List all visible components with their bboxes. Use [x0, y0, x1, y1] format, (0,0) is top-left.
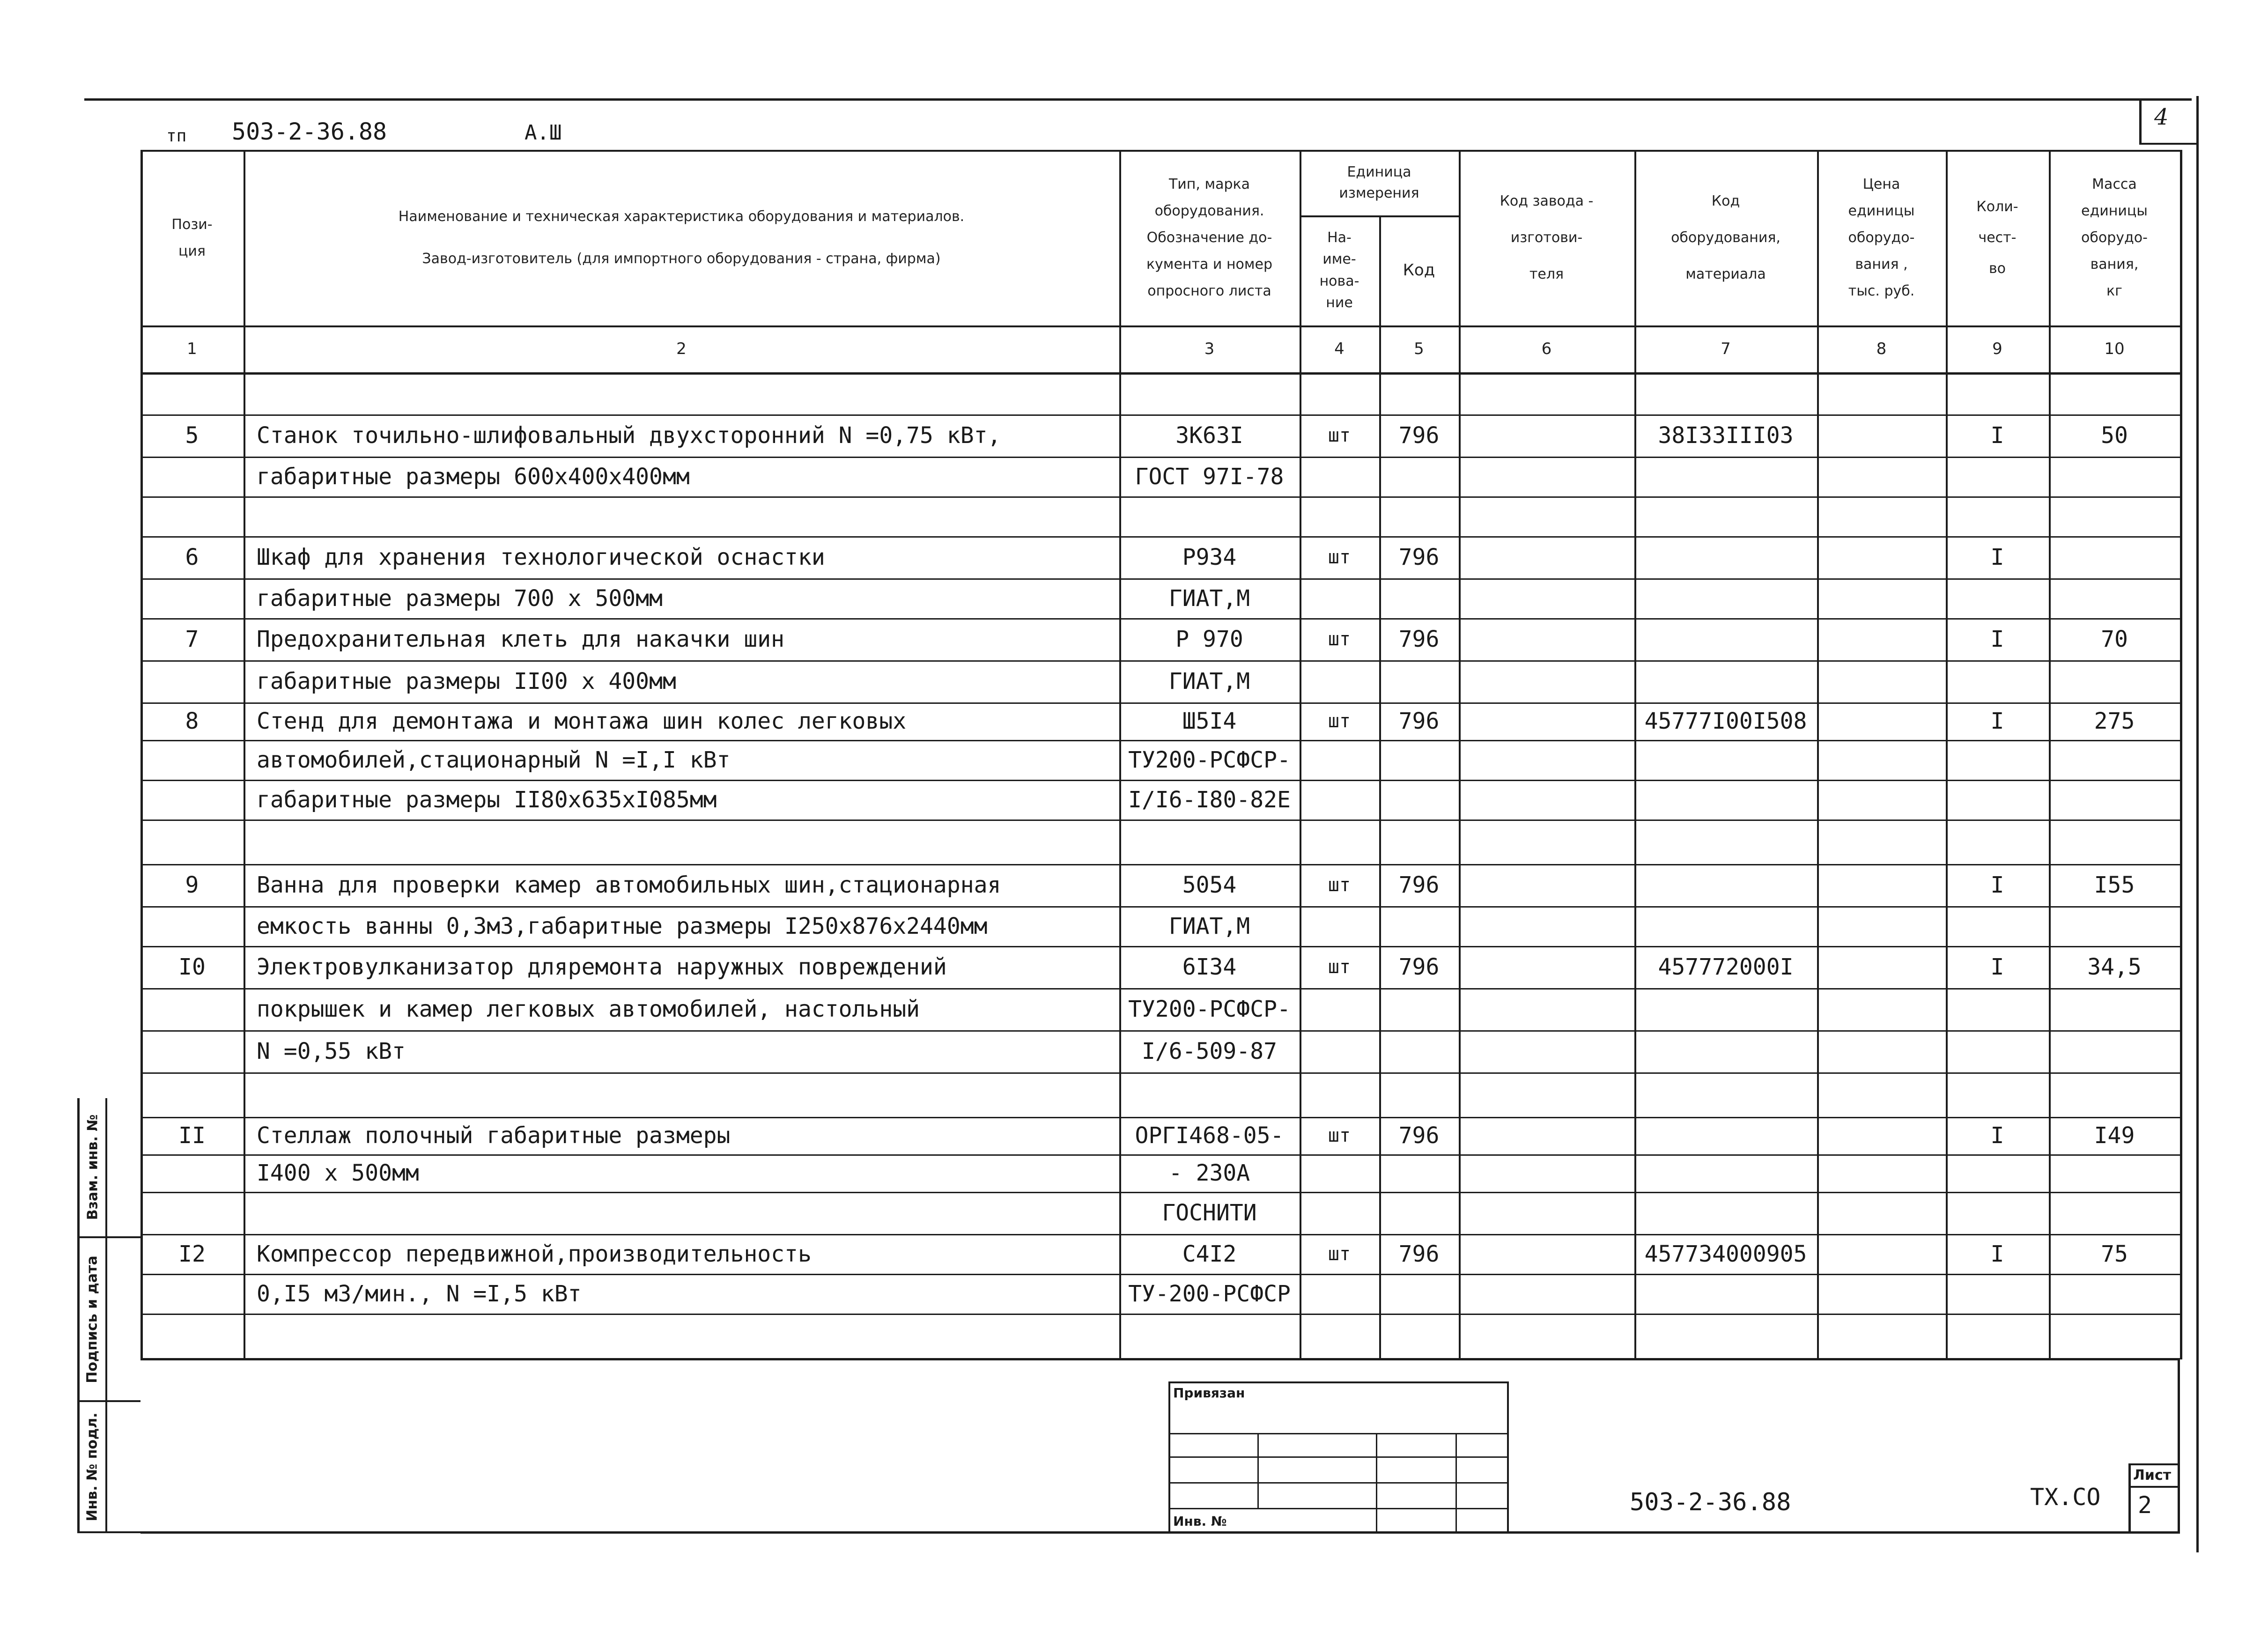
- cell-unit-code: 796: [1398, 422, 1440, 449]
- column-rule: [1946, 150, 1948, 1359]
- cell-unit-code: [1379, 377, 1459, 414]
- row-rule: [140, 660, 2182, 662]
- cell-quantity: [1946, 1154, 2049, 1192]
- row-rule: [140, 864, 2182, 865]
- cell-position: 7: [185, 626, 199, 652]
- cell-name: 0,I5 м3/мин., N =I,5 кВт: [257, 1280, 582, 1307]
- cell-unit: [1300, 660, 1379, 702]
- cell-type: Р934: [1182, 544, 1237, 570]
- binding-label: Привязан: [1173, 1385, 1245, 1401]
- col-header-position: Пози- ция: [171, 216, 213, 259]
- cell-name: габаритные размеры 700 x 500мм: [257, 585, 663, 612]
- cell-unit: [1300, 1274, 1379, 1314]
- cell-unit: [1300, 1072, 1379, 1117]
- col-number: 6: [1541, 340, 1552, 358]
- cell-unit-code: [1379, 1314, 1459, 1358]
- cell-quantity: [1946, 1274, 2049, 1314]
- cell-name: Компрессор передвижной,производительность: [257, 1241, 812, 1267]
- row-rule: [140, 1314, 2182, 1315]
- cell-mass: [2049, 496, 2180, 536]
- cell-unit-code: 796: [1398, 954, 1440, 980]
- cell-unit: шт: [1328, 628, 1351, 650]
- cell-type: ГОСТ 97I-78: [1135, 463, 1284, 490]
- sheet-box: [2128, 1486, 2180, 1488]
- cell-name: [244, 1072, 1119, 1117]
- binding-box: [1257, 1433, 1259, 1508]
- cell-unit-code: [1379, 457, 1459, 496]
- cell-unit: шт: [1328, 425, 1351, 446]
- cell-unit-code: [1379, 988, 1459, 1030]
- column-rule: [1817, 150, 1819, 1359]
- cell-position: [140, 496, 244, 536]
- col-number: 2: [676, 340, 687, 358]
- header-rule: [140, 325, 2182, 327]
- cell-mass: [2049, 578, 2180, 618]
- cell-equipment-code: 45777I00I508: [1644, 708, 1807, 734]
- doc-prefix: тп: [166, 126, 187, 146]
- page-box-bottom: [2139, 143, 2199, 145]
- cell-unit: [1300, 578, 1379, 618]
- cell-name: емкость ванны 0,3м3,габаритные размеры I250x876x2440мм: [257, 913, 988, 939]
- cell-unit-code: [1379, 740, 1459, 780]
- cell-name: [244, 1192, 1119, 1234]
- cell-position: 9: [185, 872, 199, 898]
- cell-equipment-code: 457772000I: [1658, 954, 1794, 980]
- page-number: 4: [2154, 104, 2169, 130]
- cell-type: ГИАТ,М: [1168, 668, 1250, 694]
- cell-position: I2: [178, 1241, 206, 1267]
- column-rule: [2180, 150, 2182, 1359]
- cell-equipment-code: [1634, 780, 1817, 820]
- col-number: 3: [1204, 340, 1215, 358]
- cell-position: [140, 906, 244, 946]
- cell-unit: шт: [1328, 710, 1351, 732]
- cell-name: покрышек и камер легковых автомобилей, настольный: [257, 996, 920, 1022]
- cell-equipment-code: [1634, 377, 1817, 414]
- cell-equipment-code: [1634, 906, 1817, 946]
- cell-type: ГИАТ,М: [1168, 913, 1250, 939]
- cell-unit: шт: [1328, 546, 1351, 568]
- cell-type: С4I2: [1182, 1241, 1237, 1267]
- cell-quantity: I: [1990, 1241, 2004, 1267]
- cell-unit-code: 796: [1398, 1122, 1440, 1149]
- cell-equipment-code: [1634, 496, 1817, 536]
- cell-name: Станок точильно-шлифовальный двухсторонний N =0,75 кВт,: [257, 422, 1001, 449]
- cell-quantity: [1946, 660, 2049, 702]
- cell-type: ТУ-200-РСФСР: [1128, 1280, 1291, 1307]
- cell-unit: шт: [1328, 874, 1351, 896]
- cell-mass: 70: [2101, 626, 2128, 652]
- cell-name: габаритные размеры II00 x 400мм: [257, 668, 676, 694]
- col-number: 1: [187, 340, 197, 358]
- cell-name: Стеллаж полочный габаритные размеры: [257, 1122, 731, 1149]
- col-header-unit-code: Код: [1403, 261, 1435, 280]
- sheet-box: [2128, 1463, 2131, 1534]
- cell-unit-code: 796: [1398, 872, 1440, 898]
- cell-unit: [1300, 496, 1379, 536]
- cell-mass: 75: [2101, 1241, 2128, 1267]
- cell-equipment-code: [1634, 988, 1817, 1030]
- cell-quantity: I: [1990, 544, 2004, 570]
- cell-unit: [1300, 1154, 1379, 1192]
- cell-name: автомобилей,стационарный N =I,I кВт: [257, 746, 731, 773]
- cell-type: ГИАТ,М: [1168, 585, 1250, 612]
- cell-type: I/I6-I80-82Е: [1128, 786, 1291, 813]
- cell-unit: [1300, 377, 1379, 414]
- cell-type: ОРГI468-05-: [1135, 1122, 1284, 1149]
- cell-type: [1119, 1314, 1300, 1358]
- cell-mass: [2049, 906, 2180, 946]
- column-rule: [1119, 150, 1121, 1359]
- cell-quantity: [1946, 1192, 2049, 1234]
- cell-name: габаритные размеры 600x400x400мм: [257, 463, 690, 490]
- cell-quantity: [1946, 457, 2049, 496]
- cell-unit-code: [1379, 1154, 1459, 1192]
- cell-quantity: [1946, 1030, 2049, 1072]
- cell-type: I/6-509-87: [1142, 1038, 1277, 1064]
- cell-equipment-code: [1634, 1314, 1817, 1358]
- cell-type: - 230А: [1168, 1160, 1250, 1186]
- stamp-doc-code: ТХ.СО: [2030, 1484, 2101, 1511]
- cell-type: [1119, 377, 1300, 414]
- cell-unit: [1300, 1192, 1379, 1234]
- col-number: 9: [1992, 340, 2002, 358]
- col-header-equipment-code: Код оборудования, материала: [1671, 192, 1780, 282]
- binding-box: [1168, 1508, 1508, 1509]
- row-rule: [140, 1117, 2182, 1118]
- cell-name: Ванна для проверки камер автомобильных шин,стационарная: [257, 872, 1001, 898]
- cell-name: Стенд для демонтажа и монтажа шин колес легковых: [257, 708, 907, 734]
- sheet-box: [2128, 1463, 2180, 1465]
- cell-position: [140, 780, 244, 820]
- row-rule: [140, 536, 2182, 538]
- row-rule: [140, 988, 2182, 990]
- cell-type: 6I34: [1182, 954, 1237, 980]
- cell-quantity: I: [1990, 422, 2004, 449]
- cell-mass: [2049, 1274, 2180, 1314]
- cell-type: ТУ200-РСФСР-: [1128, 996, 1291, 1022]
- cell-equipment-code: 38I33III03: [1658, 422, 1794, 449]
- cell-type: 5054: [1182, 872, 1237, 898]
- stamp-top-rule: [140, 1358, 2180, 1360]
- cell-unit: [1300, 820, 1379, 864]
- cell-position: [140, 377, 244, 414]
- binding-box: [1168, 1433, 1508, 1434]
- col-number: 7: [1721, 340, 1731, 358]
- header-rule: [140, 372, 2182, 375]
- cell-unit: [1300, 457, 1379, 496]
- cell-position: II: [178, 1122, 206, 1149]
- col-header-name: Наименование и техническая характеристика оборудования и материалов. Завод-изготовитель (для импортного оборудования - страна, фирма): [398, 208, 965, 267]
- cell-position: [140, 740, 244, 780]
- cell-name: [244, 820, 1119, 864]
- cell-type: [1119, 496, 1300, 536]
- col-number: 5: [1414, 340, 1424, 358]
- cell-equipment-code: [1634, 864, 1817, 906]
- cell-position: [140, 1072, 244, 1117]
- cell-position: 8: [185, 708, 199, 734]
- cell-quantity: [1946, 1314, 2049, 1358]
- cell-unit-code: [1379, 1274, 1459, 1314]
- cell-mass: [2049, 457, 2180, 496]
- column-rule: [244, 150, 245, 1359]
- cell-position: 6: [185, 544, 199, 570]
- cell-mass: 275: [2094, 708, 2135, 734]
- cell-position: [140, 578, 244, 618]
- cell-position: 5: [185, 422, 199, 449]
- column-rule: [140, 150, 143, 1359]
- cell-mass: [2049, 820, 2180, 864]
- cell-unit: шт: [1328, 956, 1351, 978]
- cell-unit-code: 796: [1398, 708, 1440, 734]
- cell-unit: [1300, 740, 1379, 780]
- col-header-unit-name: На- име- нова- ние: [1319, 229, 1359, 311]
- binding-box: [1168, 1482, 1508, 1484]
- cell-equipment-code: [1634, 618, 1817, 660]
- cell-position: [140, 1154, 244, 1192]
- cell-position: [140, 1314, 244, 1358]
- row-rule: [140, 618, 2182, 620]
- column-rule: [1300, 150, 1301, 1359]
- cell-mass: 50: [2101, 422, 2128, 449]
- row-rule: [140, 740, 2182, 741]
- cell-name: Шкаф для хранения технологической оснастки: [257, 544, 825, 570]
- binding-inv-label: Инв. №: [1173, 1514, 1227, 1529]
- row-rule: [140, 1274, 2182, 1275]
- cell-type: [1119, 1072, 1300, 1117]
- cell-type: Ш5I4: [1182, 708, 1237, 734]
- row-rule: [140, 414, 2182, 416]
- row-rule: [140, 578, 2182, 580]
- column-rule: [2049, 150, 2051, 1359]
- cell-quantity: I: [1990, 626, 2004, 652]
- cell-quantity: [1946, 906, 2049, 946]
- cell-mass: [2049, 988, 2180, 1030]
- cell-unit-code: [1379, 1192, 1459, 1234]
- cell-name: Электровулканизатор дляремонта наружных повреждений: [257, 954, 947, 980]
- cell-mass: [2049, 660, 2180, 702]
- side-stamp-inner: [105, 1098, 107, 1531]
- cell-type: ГОСНИТИ: [1162, 1200, 1257, 1226]
- cell-unit-code: [1379, 820, 1459, 864]
- top-rule: [84, 98, 2192, 101]
- cell-unit-code: 796: [1398, 544, 1440, 570]
- col-number: 4: [1334, 340, 1345, 358]
- cell-quantity: [1946, 988, 2049, 1030]
- column-rule: [1379, 215, 1381, 1359]
- col-header-type: Тип, марка оборудования. Обозначение до- кумента и номер опросного листа: [1146, 176, 1273, 299]
- cell-unit-code: [1379, 1030, 1459, 1072]
- cell-unit: [1300, 988, 1379, 1030]
- cell-equipment-code: [1634, 1030, 1817, 1072]
- header-rule: [1300, 215, 1459, 217]
- cell-name: [244, 496, 1119, 536]
- cell-equipment-code: [1634, 740, 1817, 780]
- row-rule: [140, 1234, 2182, 1235]
- cell-name: Предохранительная клеть для накачки шин: [257, 626, 785, 652]
- side-stamp-divider: [77, 1531, 140, 1533]
- side-stamp-cell: Подпись и дата: [84, 1255, 101, 1383]
- col-header-mass: Масса единицы оборудо- вания, кг: [2081, 176, 2148, 299]
- cell-quantity: I: [1990, 954, 2004, 980]
- cell-position: [140, 1030, 244, 1072]
- cell-unit: шт: [1328, 1125, 1351, 1146]
- cell-equipment-code: [1634, 820, 1817, 864]
- page-box-right: [2196, 96, 2199, 1552]
- cell-type: ТУ200-РСФСР-: [1128, 746, 1291, 773]
- cell-position: [140, 988, 244, 1030]
- header-doc-number: 503-2-36.88: [232, 118, 387, 145]
- cell-position: [140, 1192, 244, 1234]
- cell-unit-code: [1379, 660, 1459, 702]
- cell-quantity: [1946, 780, 2049, 820]
- row-rule: [140, 1154, 2182, 1156]
- cell-mass: [2049, 1030, 2180, 1072]
- row-rule: [140, 457, 2182, 458]
- sheet-number: 2: [2138, 1492, 2152, 1519]
- col-header-unit-group: Единица измерения: [1339, 164, 1419, 201]
- binding-box: [1455, 1433, 1457, 1534]
- binding-box: [1168, 1381, 1508, 1383]
- cell-name: габаритные размеры II80x635xI085мм: [257, 786, 717, 813]
- col-number: 8: [1876, 340, 1887, 358]
- cell-mass: [2049, 740, 2180, 780]
- cell-unit: [1300, 780, 1379, 820]
- stamp-bottom-rule: [140, 1531, 2180, 1534]
- cell-unit: шт: [1328, 1243, 1351, 1265]
- cell-mass: I49: [2094, 1122, 2135, 1149]
- col-header-factory-code: Код завода - изготови- теля: [1500, 192, 1594, 282]
- cell-equipment-code: [1634, 660, 1817, 702]
- cell-name: I400 x 500мм: [257, 1160, 419, 1186]
- cell-quantity: [1946, 1072, 2049, 1117]
- cell-mass: [2049, 536, 2180, 578]
- cell-mass: [2049, 1314, 2180, 1358]
- cell-mass: [2049, 377, 2180, 414]
- row-rule: [140, 906, 2182, 908]
- cell-mass: I55: [2094, 872, 2135, 898]
- album-code: А.Ш: [525, 121, 562, 145]
- cell-equipment-code: [1634, 1072, 1817, 1117]
- cell-quantity: [1946, 496, 2049, 536]
- row-rule: [140, 1030, 2182, 1032]
- side-stamp-cell: Взам. инв. №: [84, 1114, 101, 1220]
- cell-unit: [1300, 1314, 1379, 1358]
- sheet-label: Лист: [2133, 1467, 2172, 1484]
- cell-unit-code: [1379, 780, 1459, 820]
- cell-equipment-code: [1634, 457, 1817, 496]
- cell-mass: [2049, 1154, 2180, 1192]
- binding-box: [1376, 1433, 1377, 1534]
- cell-quantity: [1946, 820, 2049, 864]
- column-rule: [1459, 150, 1461, 1359]
- cell-position: [140, 820, 244, 864]
- cell-unit-code: 796: [1398, 1241, 1440, 1267]
- cell-position: [140, 660, 244, 702]
- col-header-quantity: Коли- чест- во: [1976, 198, 2018, 277]
- page-box-left: [2139, 98, 2142, 143]
- cell-type: Р 970: [1175, 626, 1243, 652]
- cell-unit-code: [1379, 578, 1459, 618]
- cell-quantity: [1946, 377, 2049, 414]
- row-rule: [140, 946, 2182, 947]
- stamp-right-border: [2178, 1358, 2180, 1534]
- col-header-price: Цена единицы оборудо- вания , тыс. руб.: [1848, 176, 1915, 299]
- row-rule: [140, 702, 2182, 704]
- row-rule: [140, 820, 2182, 821]
- cell-unit: [1300, 906, 1379, 946]
- cell-mass: [2049, 1072, 2180, 1117]
- cell-quantity: [1946, 740, 2049, 780]
- cell-equipment-code: [1634, 1274, 1817, 1314]
- cell-equipment-code: [1634, 536, 1817, 578]
- row-rule: [140, 780, 2182, 781]
- cell-mass: [2049, 780, 2180, 820]
- cell-equipment-code: 457734000905: [1644, 1241, 1807, 1267]
- cell-quantity: [1946, 578, 2049, 618]
- cell-unit-code: [1379, 906, 1459, 946]
- cell-type: [1119, 820, 1300, 864]
- cell-unit-code: 796: [1398, 626, 1440, 652]
- cell-equipment-code: [1634, 1192, 1817, 1234]
- row-rule: [140, 496, 2182, 498]
- cell-name: [244, 1314, 1119, 1358]
- cell-mass: 34,5: [2087, 954, 2142, 980]
- row-rule: [140, 1072, 2182, 1074]
- cell-unit-code: [1379, 496, 1459, 536]
- cell-quantity: I: [1990, 1122, 2004, 1149]
- cell-name: [244, 377, 1119, 414]
- cell-type: 3К63I: [1175, 422, 1243, 449]
- stamp-doc-number: 503-2-36.88: [1630, 1488, 1791, 1516]
- cell-quantity: I: [1990, 872, 2004, 898]
- header-rule: [140, 150, 2182, 152]
- cell-position: [140, 1274, 244, 1314]
- side-stamp-cell: Инв. № подл.: [84, 1412, 101, 1521]
- cell-equipment-code: [1634, 1117, 1817, 1154]
- row-rule: [140, 1192, 2182, 1193]
- binding-box: [1168, 1456, 1508, 1458]
- cell-mass: [2049, 1192, 2180, 1234]
- column-rule: [1634, 150, 1636, 1359]
- cell-position: I0: [178, 954, 206, 980]
- col-number: 10: [2104, 340, 2125, 358]
- cell-unit: [1300, 1030, 1379, 1072]
- cell-position: [140, 457, 244, 496]
- cell-name: N =0,55 кВт: [257, 1038, 406, 1064]
- cell-equipment-code: [1634, 1154, 1817, 1192]
- cell-equipment-code: [1634, 578, 1817, 618]
- cell-unit-code: [1379, 1072, 1459, 1117]
- cell-quantity: I: [1990, 708, 2004, 734]
